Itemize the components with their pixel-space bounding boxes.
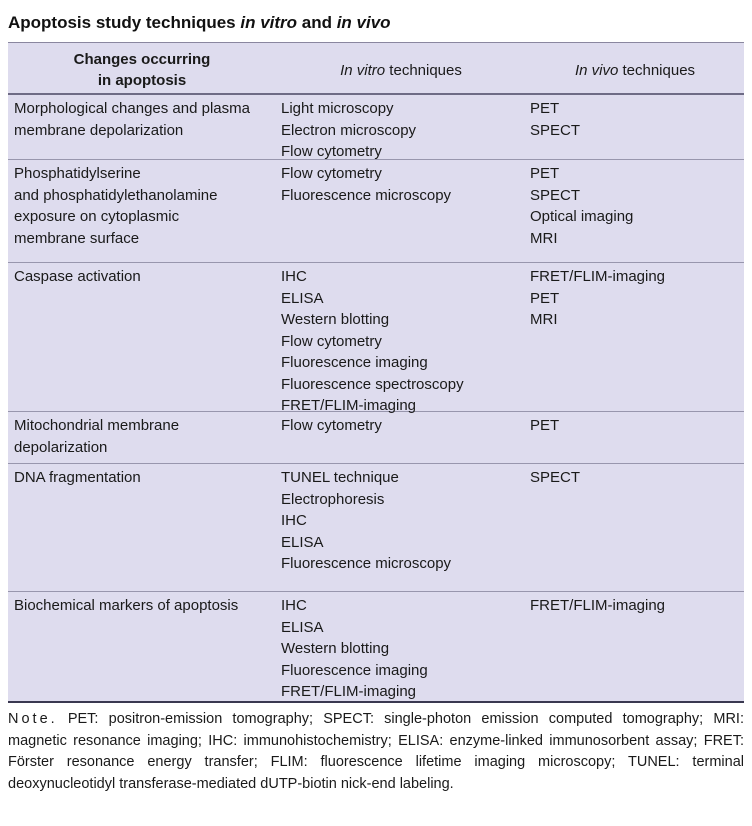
table-note (8, 709, 744, 795)
cell-line: membrane depolarization (14, 121, 184, 139)
cell-in-vitro (281, 98, 521, 163)
cell-change (14, 595, 272, 617)
title-part-2: and (297, 13, 337, 32)
cell-in-vivo (530, 266, 740, 331)
note-label: Note. (8, 711, 58, 727)
cell-line: ELISA (281, 533, 324, 551)
cell-change (14, 415, 272, 458)
table-row (8, 263, 744, 412)
cell-in-vivo (530, 98, 740, 141)
cell-line: FRET/FLIM-imaging (530, 268, 666, 285)
cell-line: TUNEL technique (281, 469, 399, 486)
cell-change (14, 98, 272, 141)
cell-line: Phosphatidylserine (14, 165, 141, 182)
cell-line: IHC (281, 597, 307, 614)
cell-line: ELISA (281, 618, 324, 636)
cell-line: Fluorescence microscopy (281, 555, 452, 572)
cell-in-vivo (530, 595, 740, 617)
cell-line: Electron microscopy (281, 121, 417, 139)
table-header (8, 43, 744, 95)
cell-line: Caspase activation (14, 268, 141, 285)
apoptosis-techniques-table (8, 42, 744, 703)
table-row (8, 95, 744, 160)
cell-line: Electrophoresis (281, 490, 385, 508)
cell-line: MRI (530, 311, 558, 328)
header-in-vivo (526, 60, 744, 81)
cell-in-vivo (530, 467, 740, 489)
cell-line: Flow cytometry (281, 332, 382, 350)
note-text: PET: positron-emission tomography; SPECT: single-photon emission computed tomography; MRI: magnetic resonance imaging; IHC: immunohistochemistry; ELISA: enzyme-linked immunosorbent assay; FRET: Förster resonance energy transfer; FLIM: fluorescence lifetime imaging microscopy; TUNEL: terminal deoxynucleotidyl transferase-mediated dUTP-biotin nick-end labeling. (8, 711, 744, 792)
cell-line: Light microscopy (281, 100, 394, 117)
cell-line: ELISA (281, 289, 324, 307)
table-row (8, 464, 744, 592)
cell-change (14, 467, 272, 489)
header-changes-line-2: in apoptosis (97, 72, 187, 89)
cell-in-vitro (281, 467, 521, 575)
cell-line: Fluorescence microscopy (281, 186, 452, 204)
cell-line: PET (530, 100, 560, 117)
cell-line: IHC (281, 512, 307, 529)
cell-line: Fluorescence imaging (281, 354, 428, 371)
cell-line: exposure on cytoplasmic (14, 208, 180, 225)
title-italic-in-vitro: in vitro (240, 13, 298, 32)
cell-line: Biochemical markers of apoptosis (14, 597, 239, 614)
header-in-vitro-rest: techniques (385, 62, 462, 79)
cell-line: Mitochondrial membrane (14, 417, 180, 434)
cell-line: FRET/FLIM-imaging (281, 397, 417, 414)
cell-change (14, 163, 272, 249)
cell-line: FRET/FLIM-imaging (281, 683, 417, 700)
cell-line: Flow cytometry (281, 165, 382, 182)
cell-line: PET (530, 289, 560, 307)
cell-line: Western blotting (281, 640, 390, 657)
cell-change (14, 266, 272, 288)
cell-line: DNA fragmentation (14, 469, 141, 486)
table-row (8, 592, 744, 702)
header-in-vivo-italic: In vivo (574, 62, 619, 79)
cell-line: SPECT (530, 186, 581, 204)
title-italic-in-vivo: in vivo (336, 13, 391, 32)
header-in-vivo-rest: techniques (618, 62, 696, 79)
cell-in-vivo (530, 415, 740, 437)
cell-line: Flow cytometry (281, 417, 382, 434)
cell-in-vitro (281, 595, 521, 703)
title-part-1: Apoptosis study techniques (8, 13, 241, 32)
table-title (8, 12, 744, 34)
header-changes-line-1: Changes occurring (73, 51, 211, 68)
cell-line: MRI (530, 229, 558, 247)
cell-line: Fluorescence imaging (281, 661, 428, 679)
table-row (8, 160, 744, 263)
cell-line: and phosphatidylethanolamine (14, 186, 218, 204)
header-changes (8, 49, 276, 91)
cell-line: SPECT (530, 121, 581, 139)
header-in-vitro (280, 60, 522, 81)
cell-in-vitro (281, 415, 521, 437)
cell-line: PET (530, 417, 560, 434)
cell-line: SPECT (530, 469, 581, 486)
cell-line: membrane surface (14, 229, 140, 247)
cell-in-vitro (281, 266, 521, 417)
cell-line: PET (530, 165, 560, 182)
cell-line: Flow cytometry (281, 143, 382, 160)
cell-line: Morphological changes and plasma (14, 100, 250, 117)
cell-in-vitro (281, 163, 521, 206)
cell-line: FRET/FLIM-imaging (530, 597, 666, 614)
cell-in-vivo (530, 163, 740, 249)
header-in-vitro-italic: In vitro (340, 62, 386, 79)
cell-line: Fluorescence spectroscopy (281, 375, 464, 393)
cell-line: Optical imaging (530, 208, 634, 225)
cell-line: depolarization (14, 438, 108, 456)
cell-line: Western blotting (281, 311, 390, 328)
table-row (8, 412, 744, 464)
cell-line: IHC (281, 268, 307, 285)
